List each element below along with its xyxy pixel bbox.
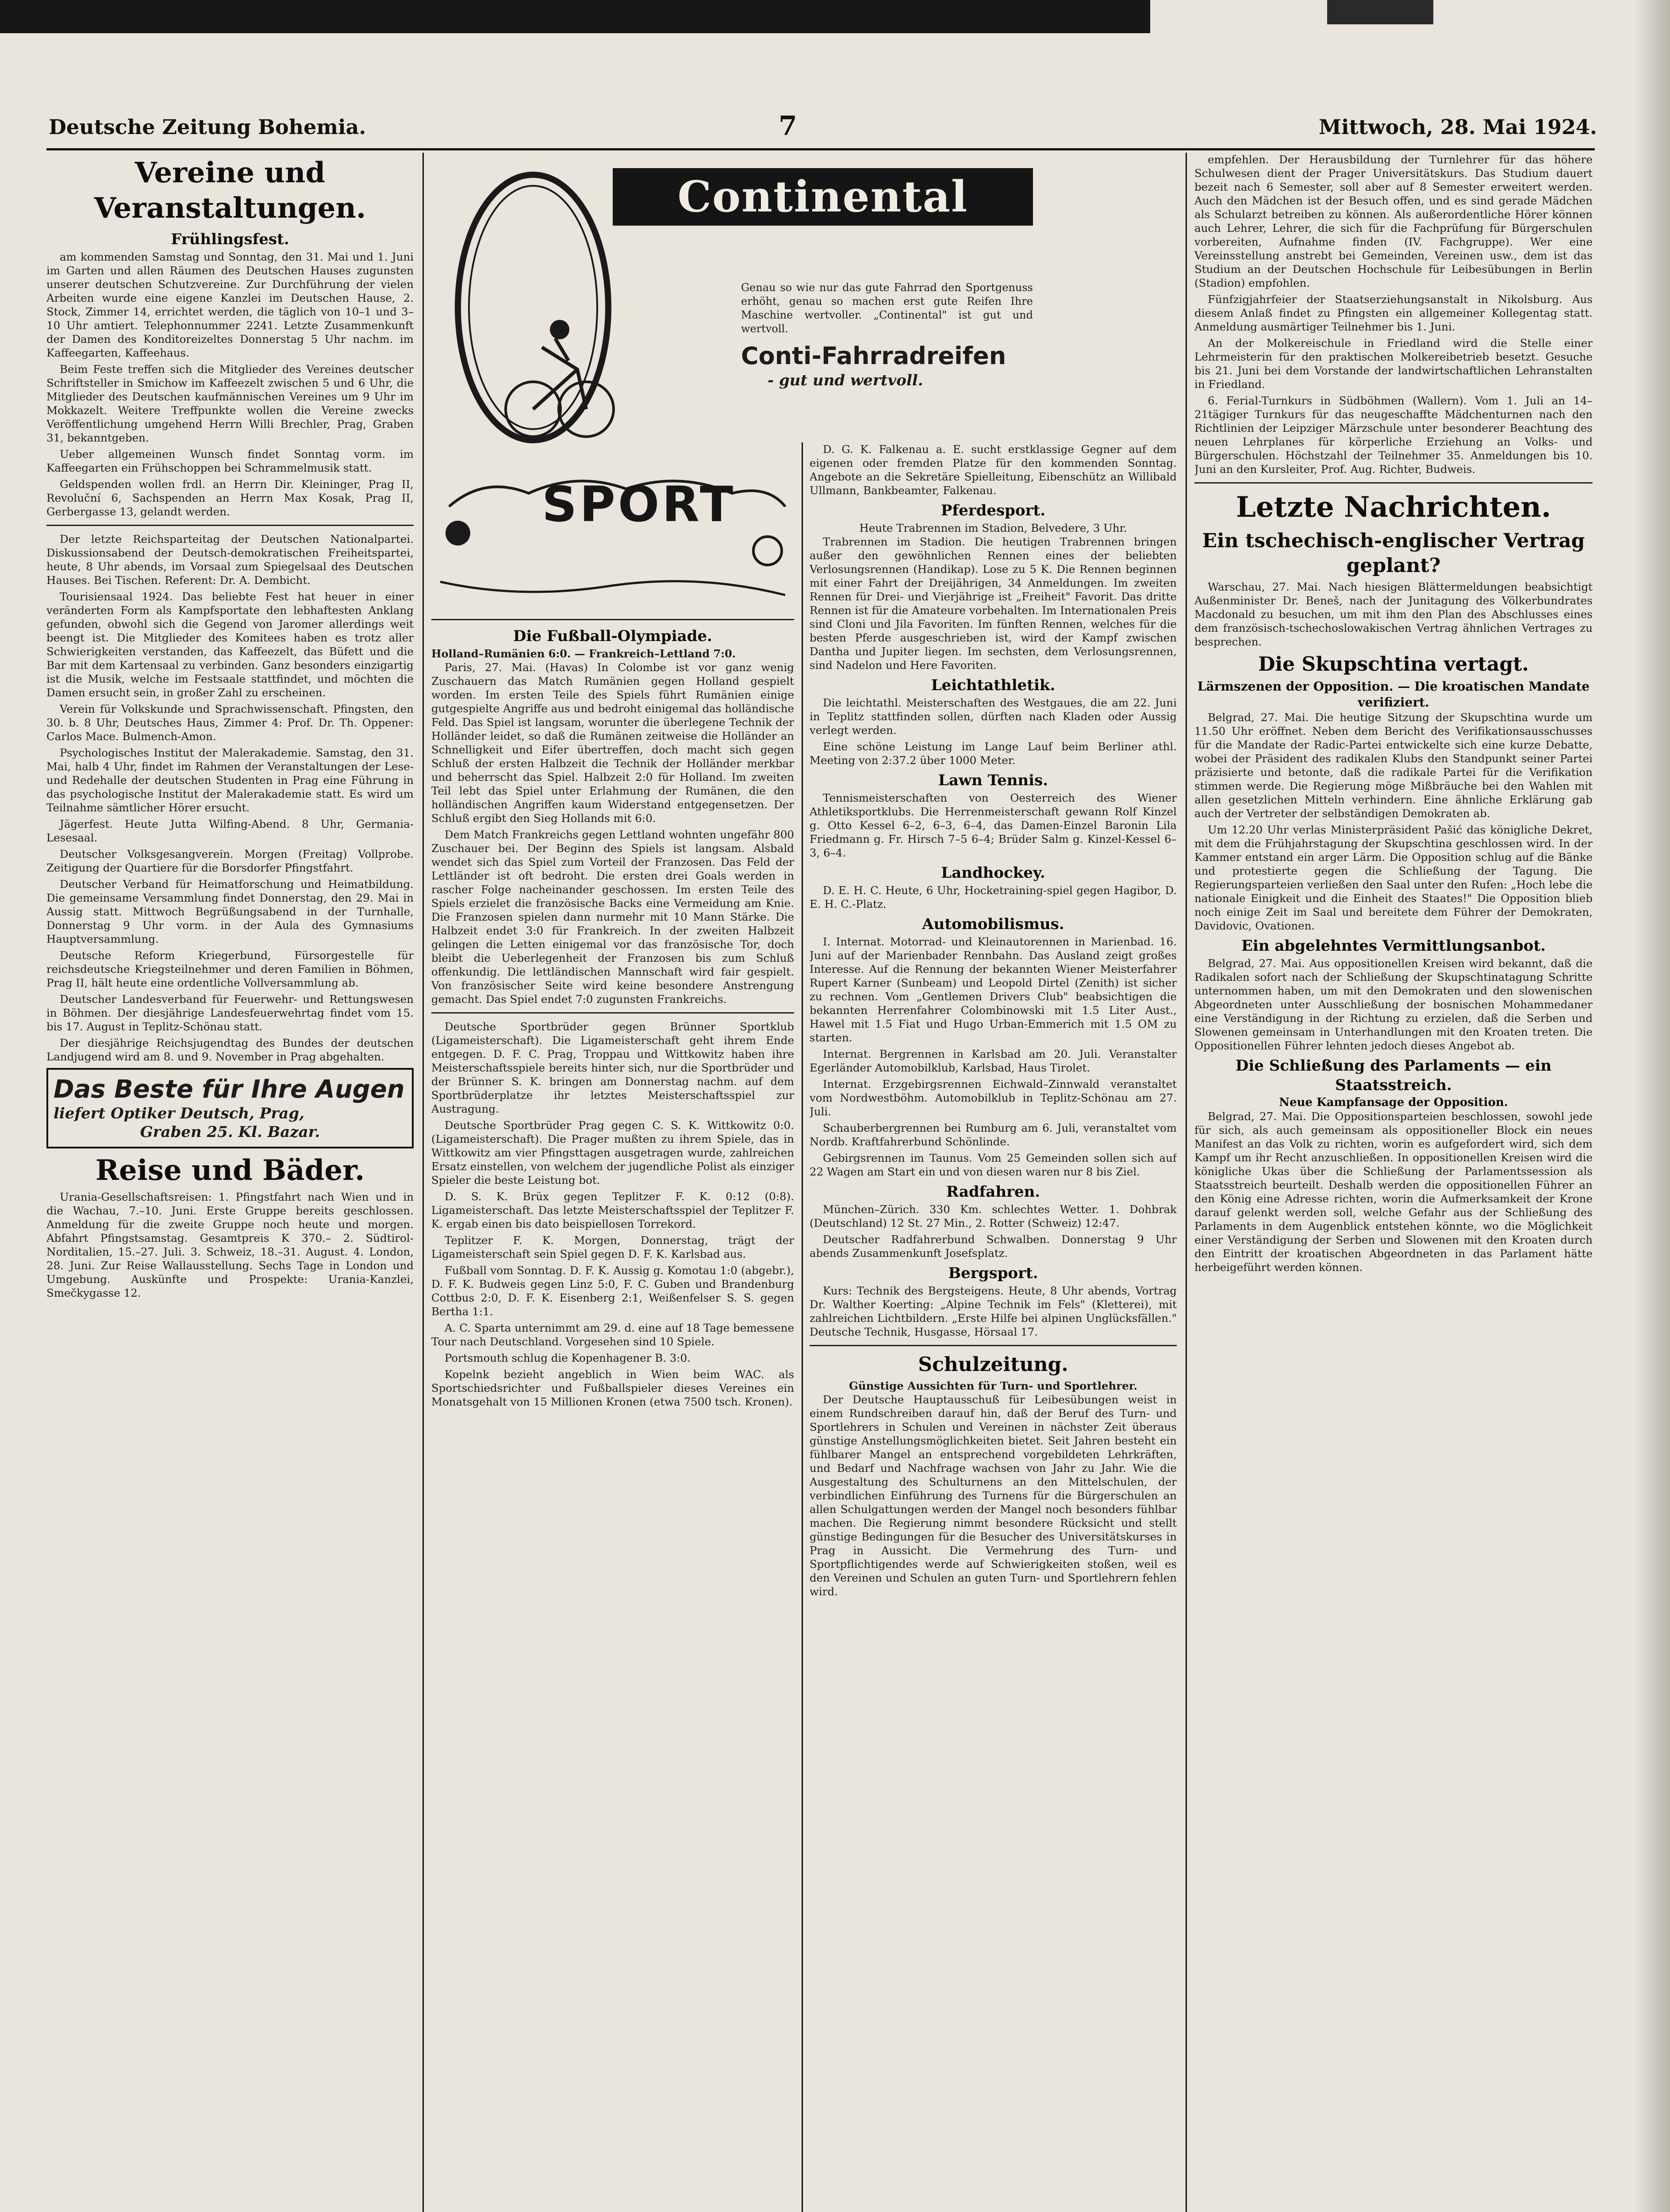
article-paragraph: Internat. Erzgebirgsrennen Eichwald–Zinnwald veranstaltet vom Nordwestböhm. Automobilklub in Teplitz-Schönau am 27. Juli. [810, 1078, 1177, 1118]
article-paragraph: D. G. K. Falkenau a. E. sucht erstklassige Gegner auf dem eigenen oder fremden Platze für den kommenden Sonntag. Angebote an die Sekretäre Spielleitung, Eibenschütz an Willibald Ullmann, Bankbeamter, Falkenau. [810, 443, 1177, 497]
ad-line: liefert Optiker Deutsch, Prag, [54, 1105, 305, 1122]
article-paragraph: Deutscher Verband für Heimatforschung und Heimatbildung. Die gemeinsame Versammlung findet Donnerstag, den 29. Mai in Aussig statt. Mittwoch Begrüßungsabend in der Turnhalle, Donnerstag 9 Uhr vorm. in der Aula des Gymnasiums Hauptversammlung. [46, 878, 414, 945]
article-paragraph: Um 12.20 Uhr verlas Ministerpräsident Pašić das königliche Dekret, mit dem die Frühjahrstagung der Skupschtina geschlossen wird. In der Kammer entstand ein arger Lärm. Die Opposition schlug auf die Bänke und protestierte gegen die Schließung der Tagung. Die Regierungsparteien verließen den Saal unter den Rufen: „Hoch lebe die nationale Einigkeit und die Einheit des Staates!" Die Opposition blieb noch einige Zeit im Saal und bereitete dem Führer der Demokraten, Davidovic, Ovationen. [1194, 823, 1593, 932]
column-4 [1194, 153, 1593, 2212]
ad-address: Graben 25. Kl. Bazar. [140, 1123, 320, 1141]
article-paragraph: Deutscher Volksgesangverein. Morgen (Freitag) Vollprobe. Zeitigung der Quartiere für die Borsdorfer Pfingstfahrt. [46, 848, 414, 874]
article-paragraph: empfehlen. Der Herausbildung der Turnlehrer für das höhere Schulwesen dient der Prager Universitätskurs. Das Studium dauert bezeit nach 6 Semester, soll aber auf 8 Semester erweitert werden. Auch den Mädchen ist der Besuch offen, und es sind gerade Mädchen als Schularzt betreiben zu können. Als außerordentliche Hörer können auch Lehrer, Lehrer, die sich für die Fachprüfung für Bürgerschulen vorbereiten, Aufnahme finden (IV. Fachgruppe). Wer eine Vereinsstellung anstrebt bei Gemeinden, Vereinen usw., dem ist das Studium an der Deutschen Hochschule für Leibesübungen in Berlin (Stadion) empfohlen. [1194, 153, 1593, 289]
headline-fussball-olympiade: Die Fußball-Olympiade. [513, 627, 712, 645]
article-paragraph: D. S. K. Brüx gegen Teplitzer F. K. 0:12 (0:8). Ligameisterschaft. Das letzte Meisterschaftsspiel der Teplitzer F. K. ergab einen bis dato beispiellosen Torrekord. [431, 1190, 794, 1230]
headline-vertrag: Ein tschechisch-englischer Vertrag geplant? [1202, 530, 1585, 577]
article-paragraph: A. C. Sparta unternimmt am 29. d. eine auf 18 Tage bemessene Tour nach Deutschland. Vorgesehen sind 10 Spiele. [431, 1321, 794, 1348]
article-paragraph: Warschau, 27. Mai. Nach hiesigen Blättermeldungen beabsichtigt Außenminister Dr. Beneš, nach der Junitagung des Völkerbundrates Macdonald zu besuchen, um mit ihm den Plan des Abschlusses eines dem französisch-tschechoslowakischen Vertrag ähnlichen Vertrages zu besprechen. [1194, 580, 1593, 648]
scan-border-top-right [1327, 0, 1433, 24]
headline-lawn-tennis: Lawn Tennis. [938, 772, 1048, 789]
header-rule [46, 148, 1595, 150]
article-paragraph: Tennismeisterschaften von Oesterreich des Wiener Athletiksportklubs. Die Herrenmeisterschaft gewann Rolf Kinzel g. Otto Kessel 6–2, 6–3, 6–4, das Damen-Einzel Baronin Lila Friedmann g. Fr. Hirsch 7–5 6–4; Brüder Salm g. Kinzel-Kessel 6–3, 6–4. [810, 791, 1177, 859]
article-paragraph: Deutsche Reform Kriegerbund, Fürsorgestelle für reichsdeutsche Kriegsteilnehmer und deren Familien in Böhmen, Prag II, hält heute eine ordentliche Vollversammlung ab. [46, 949, 414, 989]
article-paragraph: Urania-Gesellschaftsreisen: 1. Pfingstfahrt nach Wien und in die Wachau, 7.–10. Juni. Erste Gruppe bereits geschlossen. Anmeldung für die zweite Gruppe noch heute und morgen. Abfahrt Pfingstsamstag. Gesamtpreis K 370.– 2. Südtirol-Norditalien, 15.–27. Juli. 3. Schweiz, 18.–31. August. 4. London, 28. Juni. Zur Reise Wallausstellung. Sechs Tage in London und Umgebung. Auskünfte und Prospekte: Urania-Kanzlei, Smečkygasse 12. [46, 1190, 414, 1299]
article-paragraph: 6. Ferial-Turnkurs in Südböhmen (Wallern). Vom 1. Juli an 14–21tägiger Turnkurs für das neugeschaffte Mädchenturnen nach den Richtlinien der Leipziger Märzschule unter besonderer Beachtung des neuen Lehrplanes für körperliche Erziehung an Volks- und Bürgerschulen. Höchstzahl der Teilnehmer 35. Anmeldungen bis 10. Juni an den Kursleiter, Prof. Aug. Richter, Budweis. [1194, 394, 1593, 476]
article-paragraph: Deutscher Landesverband für Feuerwehr- und Rettungswesen in Böhmen. Der diesjährige Landesfeuerwehrtag findet vom 15. bis 17. August in Teplitz-Schönau statt. [46, 993, 414, 1033]
continental-slogan: Conti-Fahrradreifen [741, 342, 1006, 370]
headline-leichtathletik: Leichtathletik. [931, 676, 1056, 694]
subtitle-fruehlingsfest: Frühlingsfest. [171, 230, 289, 248]
column-1 [46, 153, 414, 2212]
headline-radfahren: Radfahren. [946, 1183, 1040, 1201]
article-paragraph: Teplitzer F. K. Morgen, Donnerstag, trägt der Ligameisterschaft sein Spiel gegen D. F. K. Karlsbad aus. [431, 1234, 794, 1260]
article-paragraph: Geldspenden wollen frdl. an Herrn Dir. Kleininger, Prag II, Revoluční 6, Sachspenden an Herrn Max Kosak, Prag II, Gerbergasse 13, gelandt werden. [46, 478, 414, 518]
ad-headline: Das Beste für Ihre Augen [54, 1075, 405, 1104]
subheadline-kampfansage: Neue Kampfansage der Opposition. [1279, 1096, 1508, 1109]
page-number: 7 [779, 111, 797, 142]
article-paragraph: Deutscher Radfahrerbund Schwalben. Donnerstag 9 Uhr abends Zusammenkunft Josefsplatz. [810, 1233, 1177, 1260]
article-paragraph: am kommenden Samstag und Sonntag, den 31. Mai und 1. Juni im Garten und allen Räumen des Deutschen Hauses zugunsten unserer deutschen Schutzvereine. Zur Durchführung der vielen Arbeiten wurde eine eigene Kanzlei im Deutschen Hause, 2. Stock, Zimmer 14, errichtet werden, die täglich von 10–1 und 3–10 Uhr amtiert. Telephonnummer 2241. Letzte Zusammenkunft der Damen des Konditoreizeltes Donnerstag 5 Uhr nachm. im Kaffeegarten, Kaffeehaus. [46, 250, 414, 359]
article-paragraph: Verein für Volkskunde und Sprachwissenschaft. Pfingsten, den 30. b. 8 Uhr, Deutsches Haus, Zimmer 4: Prof. Dr. Th. Oppener: Carlos Mace. Bulmench-Amon. [46, 703, 414, 743]
sport-banner-word: SPORT [542, 476, 736, 533]
headline-skupschtina: Die Skupschtina vertagt. [1258, 653, 1529, 676]
article-paragraph: Die leichtathl. Meisterschaften des Westgaues, die am 22. Juni in Teplitz stattfinden sollen, dürften nach Kladen oder Aussig verlegt werden. [810, 696, 1177, 737]
article-paragraph: Belgrad, 27. Mai. Die heutige Sitzung der Skupschtina wurde um 11.50 Uhr eröffnet. Neben dem Bericht des Verifikationsausschusses für die Mandate der Radic-Partei entwickelte sich eine kurze Debatte, wobei der Präsident des radikalen Klubs den Standpunkt seiner Partei präzisierte und betonte, daß die radikale Partei für die Verifikation stimmen werde. Die Regierung möge Mißbräuche bei den Wahlen mit allen gesetzlichen Mitteln verhindern. Eine ähnliche Erklärung gab auch der Vertreter der selbständigen Demokraten ab. [1194, 711, 1593, 820]
article-paragraph: Ueber allgemeinen Wunsch findet Sonntag vorm. im Kaffeegarten ein Frühschoppen bei Schrammelmusik statt. [46, 448, 414, 474]
sport-banner [431, 467, 794, 613]
headline-landhockey: Landhockey. [941, 864, 1045, 882]
article-paragraph: Kopelnk bezieht angeblich in Wien beim WAC. als Sportschiedsrichter und Fußballspieler dieses Vereines ein Monatsgehalt von 15 Millionen Kronen (etwa 7500 tsch. Kronen). [431, 1368, 794, 1408]
article-paragraph: Fußball vom Sonntag. D. F. K. Aussig g. Komotau 1:0 (abgebr.), D. F. K. Budweis gegen Linz 5:0, F. C. Guben und Brandenburg Cottbus 2:0, D. F. K. Eisenberg 2:1, Weißenfelser S. S. gegen Bertha 1:1. [431, 1264, 794, 1318]
issue-date: Mittwoch, 28. Mai 1924. [1319, 115, 1597, 139]
article-paragraph: Deutsche Sportbrüder Prag gegen C. S. K. Wittkowitz 0:0. (Ligameisterschaft). Die Prager mußten zu ihrem Spiele, das in Wittkowitz am vier Pfingsttagen ausgetragen wurde, zahlreichen Ersatz einstellen, von welchem der jugendliche Polist als einziger Spieler die beste Leistung bot. [431, 1119, 794, 1187]
headline-vermittlungsanbot: Ein abgelehntes Vermittlungsanbot. [1241, 937, 1546, 955]
article-paragraph: München–Zürich. 330 Km. schlechtes Wetter. 1. Dohbrak (Deutschland) 12 St. 27 Min., 2. Rotter (Schweiz) 12:47. [810, 1203, 1177, 1229]
article-paragraph: Gebirgsrennen im Taunus. Vom 25 Gemeinden sollen sich auf 22 Wagen am Start ein und von diesen waren nur 8 bis Ziel. [810, 1152, 1177, 1178]
divider [810, 1345, 1177, 1346]
section-title-schulzeitung: Schulzeitung. [918, 1353, 1068, 1376]
article-paragraph: Belgrad, 27. Mai. Aus oppositionellen Kreisen wird bekannt, daß die Radikalen sofort nach der Schließung der Skupschtinatagung Schritte unternommen haben, um mit den Demokraten und den slowenischen Abgeordneten unter Ausschließung der bosnischen Mohammedaner eine Verständigung in der Richtung zu erzielen, daß die Serben und Slowenen gemeinsam in Unterhandlungen mit den Kroaten treten. Die Oppositionellen Führer lehnten jedoch dieses Angebot ab. [1194, 957, 1593, 1052]
article-paragraph: D. E. H. C. Heute, 6 Uhr, Hocketraining-spiel gegen Hagibor, D. E. H. C.-Platz. [810, 884, 1177, 910]
section-title-letzte-nachrichten: Letzte Nachrichten. [1236, 491, 1551, 524]
column-rule-2 [802, 442, 803, 2212]
continental-logo: Continental [613, 168, 1033, 226]
bicycle-rider-illustration [445, 161, 630, 445]
continental-ad-text: Genau so wie nur das gute Fahrrad den Sportgenuss erhöht, genau so machen erst gute Reifen Ihre Maschine wertvoller. „Continental" ist gut und wertvoll. [741, 281, 1033, 335]
subheadline-trabrennen: Heute Trabrennen im Stadion, Belvedere, 3 Uhr. [859, 522, 1127, 534]
divider [1194, 482, 1593, 484]
continental-slogan-sub: - gut und wertvoll. [768, 372, 923, 389]
divider [46, 525, 414, 526]
scan-shadow-right [1635, 0, 1670, 2212]
column-rule-3 [1186, 153, 1187, 2212]
article-paragraph: An der Molkereischule in Friedland wird die Stelle einer Lehrmeisterin für den praktischen Molkereibetrieb besetzt. Gesuche bis 21. Juni bei dem Vorstande der landwirtschaftlichen Lehranstalten in Friedland. [1194, 337, 1593, 391]
article-paragraph: Belgrad, 27. Mai. Die Oppositionsparteien beschlossen, sowohl jede für sich, als auch gemeinsam als oppositioneller Block ein neues Manifest an das Volk zu richten, worin es aufgefordert wird, sich dem Kampf um ihr Recht anzuschließen. In oppositionellen Kreisen wird die königliche Ukas über die Schließung der Parlamentssession als Staatsstreich beurteilt. Deshalb werden die oppositionellen Führer an den König eine Adresse richten, worin die Aufmerksamkeit der Krone darauf gelenkt werden soll, welche Gefahr aus der Schließung des Parlaments in dem Augenblick entstehen könnte, wo die Möglichkeit einer Verständigung der Serben und Slowenen mit den Kroaten durch den Eintritt der kroatischen Abgeordneten in das Parlament hätte herbeigeführt werden können. [1194, 1110, 1593, 1274]
column-3 [810, 442, 1177, 2212]
continental-advertisement [431, 153, 1183, 462]
article-paragraph: Paris, 27. Mai. (Havas) In Colombe ist vor ganz wenig Zuschauern das Match Rumänien gegen Holland gespielt worden. Im ersten Teile des Spiels führt Rumänien einige gutgespielte Angriffe aus und bedroht einigemal das holländische Feld. Das Spiel ist langsam, worunter die überlegene Technik der Holländer leidet, so daß die Rumänen zeitweise die Holländer an Schnelligkeit und Eifer übertreffen, doch macht sich gegen Schluß der ersten Halbzeit die Technik der Holländer merkbar und beherrscht das Spiel. Halbzeit 2:0 für Holland. Im zweiten Teil lebt das Spiel unter Erlahmung der Rumänen, die den holländischen Angriffen kaum Widerstand entgegensetzen. Der Schluß ergibt den Sieg Hollands mit 6:0. [431, 661, 794, 825]
article-paragraph: Der Deutsche Hauptausschuß für Leibesübungen weist in einem Rundschreiben darauf hin, daß der Beruf des Turn- und Sportlehrers in Schulen und Vereinen in nächster Zeit überaus günstige Anstellungsmöglichkeiten bietet. Seit Jahren besteht ein fühlbarer Mangel an entsprechend vorgebildeten Lehrkräften, und Bedarf und Nachfrage wachsen von Jahr zu Jahr. Wie die Ausgestaltung des Schulturnens an den Mittelschulen, der verbindlichen Einführung des Turnens für die Bürgerschulen an allen Schulgattungen werden der Mangel noch besonders fühlbar machen. Die Regierung nimmt besondere Rücksicht und stellt günstige Bedingungen für die Besucher des Universitätskurses in Prag in Aussicht. Die Vermehrung des Turn- und Sportpflichtigendes werde auf Schwierigkeiten stoßen, weil es den Vereinen und Schulen an guten Turn- und Sportlehrern fehlen wird. [810, 1393, 1177, 1598]
subheadline-turnlehrer: Günstige Aussichten für Turn- und Sportlehrer. [849, 1379, 1137, 1392]
article-paragraph: Internat. Bergrennen in Karlsbad am 20. Juli. Veranstalter Egerländer Automobilklub, Karlsbad, Haus Tirolet. [810, 1048, 1177, 1074]
article-paragraph: Fünfzigjahrfeier der Staatserziehungsanstalt in Nikolsburg. Aus diesem Anlaß findet zu Pfingsten ein allgemeiner Kollegentag statt. Anmeldung ausmärtiger Teilnehmer bis 1. Juni. [1194, 293, 1593, 333]
article-paragraph: Dem Match Frankreichs gegen Lettland wohnten ungefähr 800 Zuschauer bei. Der Beginn des Spiels ist langsam. Alsbald wendet sich das Spiel zum Vorteil der Franzosen. Das Feld der Lettländer ist oft bedroht. Die ersten drei Goals werden in rascher Folge nacheinander geschossen. Im ersten Teile des Spiels erzielet die französische Backs eine Vermeidung am Knie. Die Franzosen spielen dann nurmehr mit 10 Mann Stärke. Die Halbzeit endet 3:0 für Frankreich. In der zweiten Halbzeit gelingen die Letten einigemal vor das französische Tor, doch bleibt die Ueberlegenheit der Franzosen bis zum Schluß offenkundig. Die lettländischen Mannschaft wird fair gespielt. Von französischer Seite wird keine besondere Anstrengung gemacht. Das Spiel endet 7:0 zugunsten Frankreichs. [431, 828, 794, 1006]
article-paragraph: Jägerfest. Heute Jutta Wilfing-Abend. 8 Uhr, Germania-Lesesaal. [46, 818, 414, 844]
headline-bergsport: Bergsport. [948, 1264, 1038, 1282]
article-paragraph: Psychologisches Institut der Malerakademie. Samstag, den 31. Mai, halb 4 Uhr, findet im Rahmen der Veranstaltungen der Lese- und Redehalle der deutschen Studenten in Prag eine Führung in das psychologische Institut der Malerakademie statt. Es wird um Teilnahme sämtlicher Hörer ersucht. [46, 746, 414, 814]
article-paragraph: I. Internat. Motorrad- und Kleinautorennen in Marienbad. 16. Juni auf der Marienbader Rennbahn. Das Ausland zeigt großes Interesse. Auf die Rennung der bekannten Wiener Meisterfahrer Rupert Karner (Sunbeam) und Leopold Dirtel (Zenith) ist sicher zu rechnen. Vom „Gentlemen Drivers Club" beabsichtigen die bekannten Herrenfahrer Colombinowski mit 1.5 Liter Aust., Hawel mit 1.5 Fiat und Hugo Urban-Emmerich mit 1.5 OM zu starten. [810, 935, 1177, 1044]
headline-staatsstreich: Die Schließung des Parlaments — ein Staatsstreich. [1235, 1057, 1552, 1094]
headline-pferdesport: Pferdesport. [941, 502, 1046, 519]
paper-name: Deutsche Zeitung Bohemia. [49, 115, 366, 139]
article-paragraph: Trabrennen im Stadion. Die heutigen Trabrennen bringen außer den gewöhnlichen Rennen eines der beliebten Verlosungsrennen (Handikap). Lose zu 5 K. Die Rennen beginnen mit einer Fahrt der Dreijährigen, 34 Anmeldungen. Im zweiten Rennen für Drei- und Vierjährige ist „Freiheit" Favorit. Das dritte Rennen ist für die Amateure vorbehalten. Im Internationalen Preis sind Cloni und Jila Favoriten. Im fünften Rennen, welches für die besten Pferde ausgeschrieben ist, wird der Kampf zwischen Dantha und Jupiter liegen. Im sechsten, dem Verlosungsrennen, sind Nadelon und Here Favoriten. [810, 535, 1177, 672]
subheadline-results: Holland–Rumänien 6:0. — Frankreich–Lettland 7:0. [431, 647, 736, 660]
subheadline-laermszenen: Lärmszenen der Opposition. — Die kroatischen Mandate verifiziert. [1197, 679, 1590, 710]
article-paragraph: Eine schöne Leistung im Lange Lauf beim Berliner athl. Meeting von 2:37.2 über 1000 Meter. [810, 740, 1177, 767]
article-paragraph: Kurs: Technik des Bergsteigens. Heute, 8 Uhr abends, Vortrag Dr. Walther Koerting: „Alpine Technik im Fels" (Kletterei), mit zahlreichen Lichtbildern. „Erste Hilfe bei alpinen Unglücksfällen." Deutsche Technik, Husgasse, Hörsaal 17. [810, 1284, 1177, 1338]
optiker-advertisement [46, 1068, 414, 1148]
article-paragraph: Der diesjährige Reichsjugendtag des Bundes der deutschen Landjugend wird am 8. und 9. November in Prag abgehalten. [46, 1037, 414, 1063]
article-paragraph: Der letzte Reichsparteitag der Deutschen Nationalpartei. Diskussionsabend der Deutsch-demokratischen Freiheitspartei, heute, 8 Uhr abends, im Vorsaal zum Spiegelsaal des Deutschen Hauses. Bei Tischen. Referent: Dr. A. Dembicht. [46, 533, 414, 587]
section-title-vereine: Vereine und Veranstaltungen. [94, 156, 366, 225]
divider [431, 619, 794, 620]
article-paragraph: Tourisiensaal 1924. Das beliebte Fest hat heuer in einer veränderten Form als Kampfsportate den lebhaftesten Anklang gefunden, obwohl sich die Gegend von Jaromer allerdings weit beengt ist. Die Mitglieder des Komitees haben es trotz aller Schwierigkeiten verstanden, das Kaffeezelt, das Büfett und die Bar mit dem Kartensaal zu verbinden. Ganz besonders einzigartig ist die Musik, welche im Festsaale stattfindet, und möchten die Damen ersucht sein, in großer Zahl zu erscheinen. [46, 590, 414, 699]
section-title-reise: Reise und Bäder. [95, 1154, 365, 1187]
article-paragraph: Schauberbergrennen bei Rumburg am 6. Juli, veranstaltet vom Nordb. Kraftfahrerbund Schönlinde. [810, 1121, 1177, 1148]
article-paragraph: Beim Feste treffen sich die Mitglieder des Vereines deutscher Schriftsteller in Smichow im Kaffeezelt zwischen 5 und 6 Uhr, die Mitglieder des Deutschen kaufmännischen Vereines um 9 Uhr im Mokkazelt. Weitere Treffpunkte wollen die Vereine zwecks Veröffentlichung umgehend Herrn Willi Brechler, Prag, Graben 31, bekanntgeben. [46, 363, 414, 444]
column-rule-1 [422, 153, 424, 2212]
article-paragraph: Deutsche Sportbrüder gegen Brünner Sportklub (Ligameisterschaft). Die Ligameisterschaft geht ihrem Ende entgegen. D. F. C. Prag, Troppau und Wittkowitz haben ihre Meisterschaftsspiele bereits hinter sich, nur die Sportbrüder und der Brünner S. K. bringen am Donnerstag nachm. auf dem Sportbrüderplatze ihr letztes Meisterschaftsspiel zur Austragung. [431, 1020, 794, 1115]
article-paragraph: Portsmouth schlug die Kopenhagener B. 3:0. [445, 1352, 691, 1364]
divider [431, 1012, 794, 1014]
headline-automobilismus: Automobilismus. [922, 915, 1064, 933]
page-header [49, 111, 1597, 146]
scan-border-top [0, 0, 1150, 33]
